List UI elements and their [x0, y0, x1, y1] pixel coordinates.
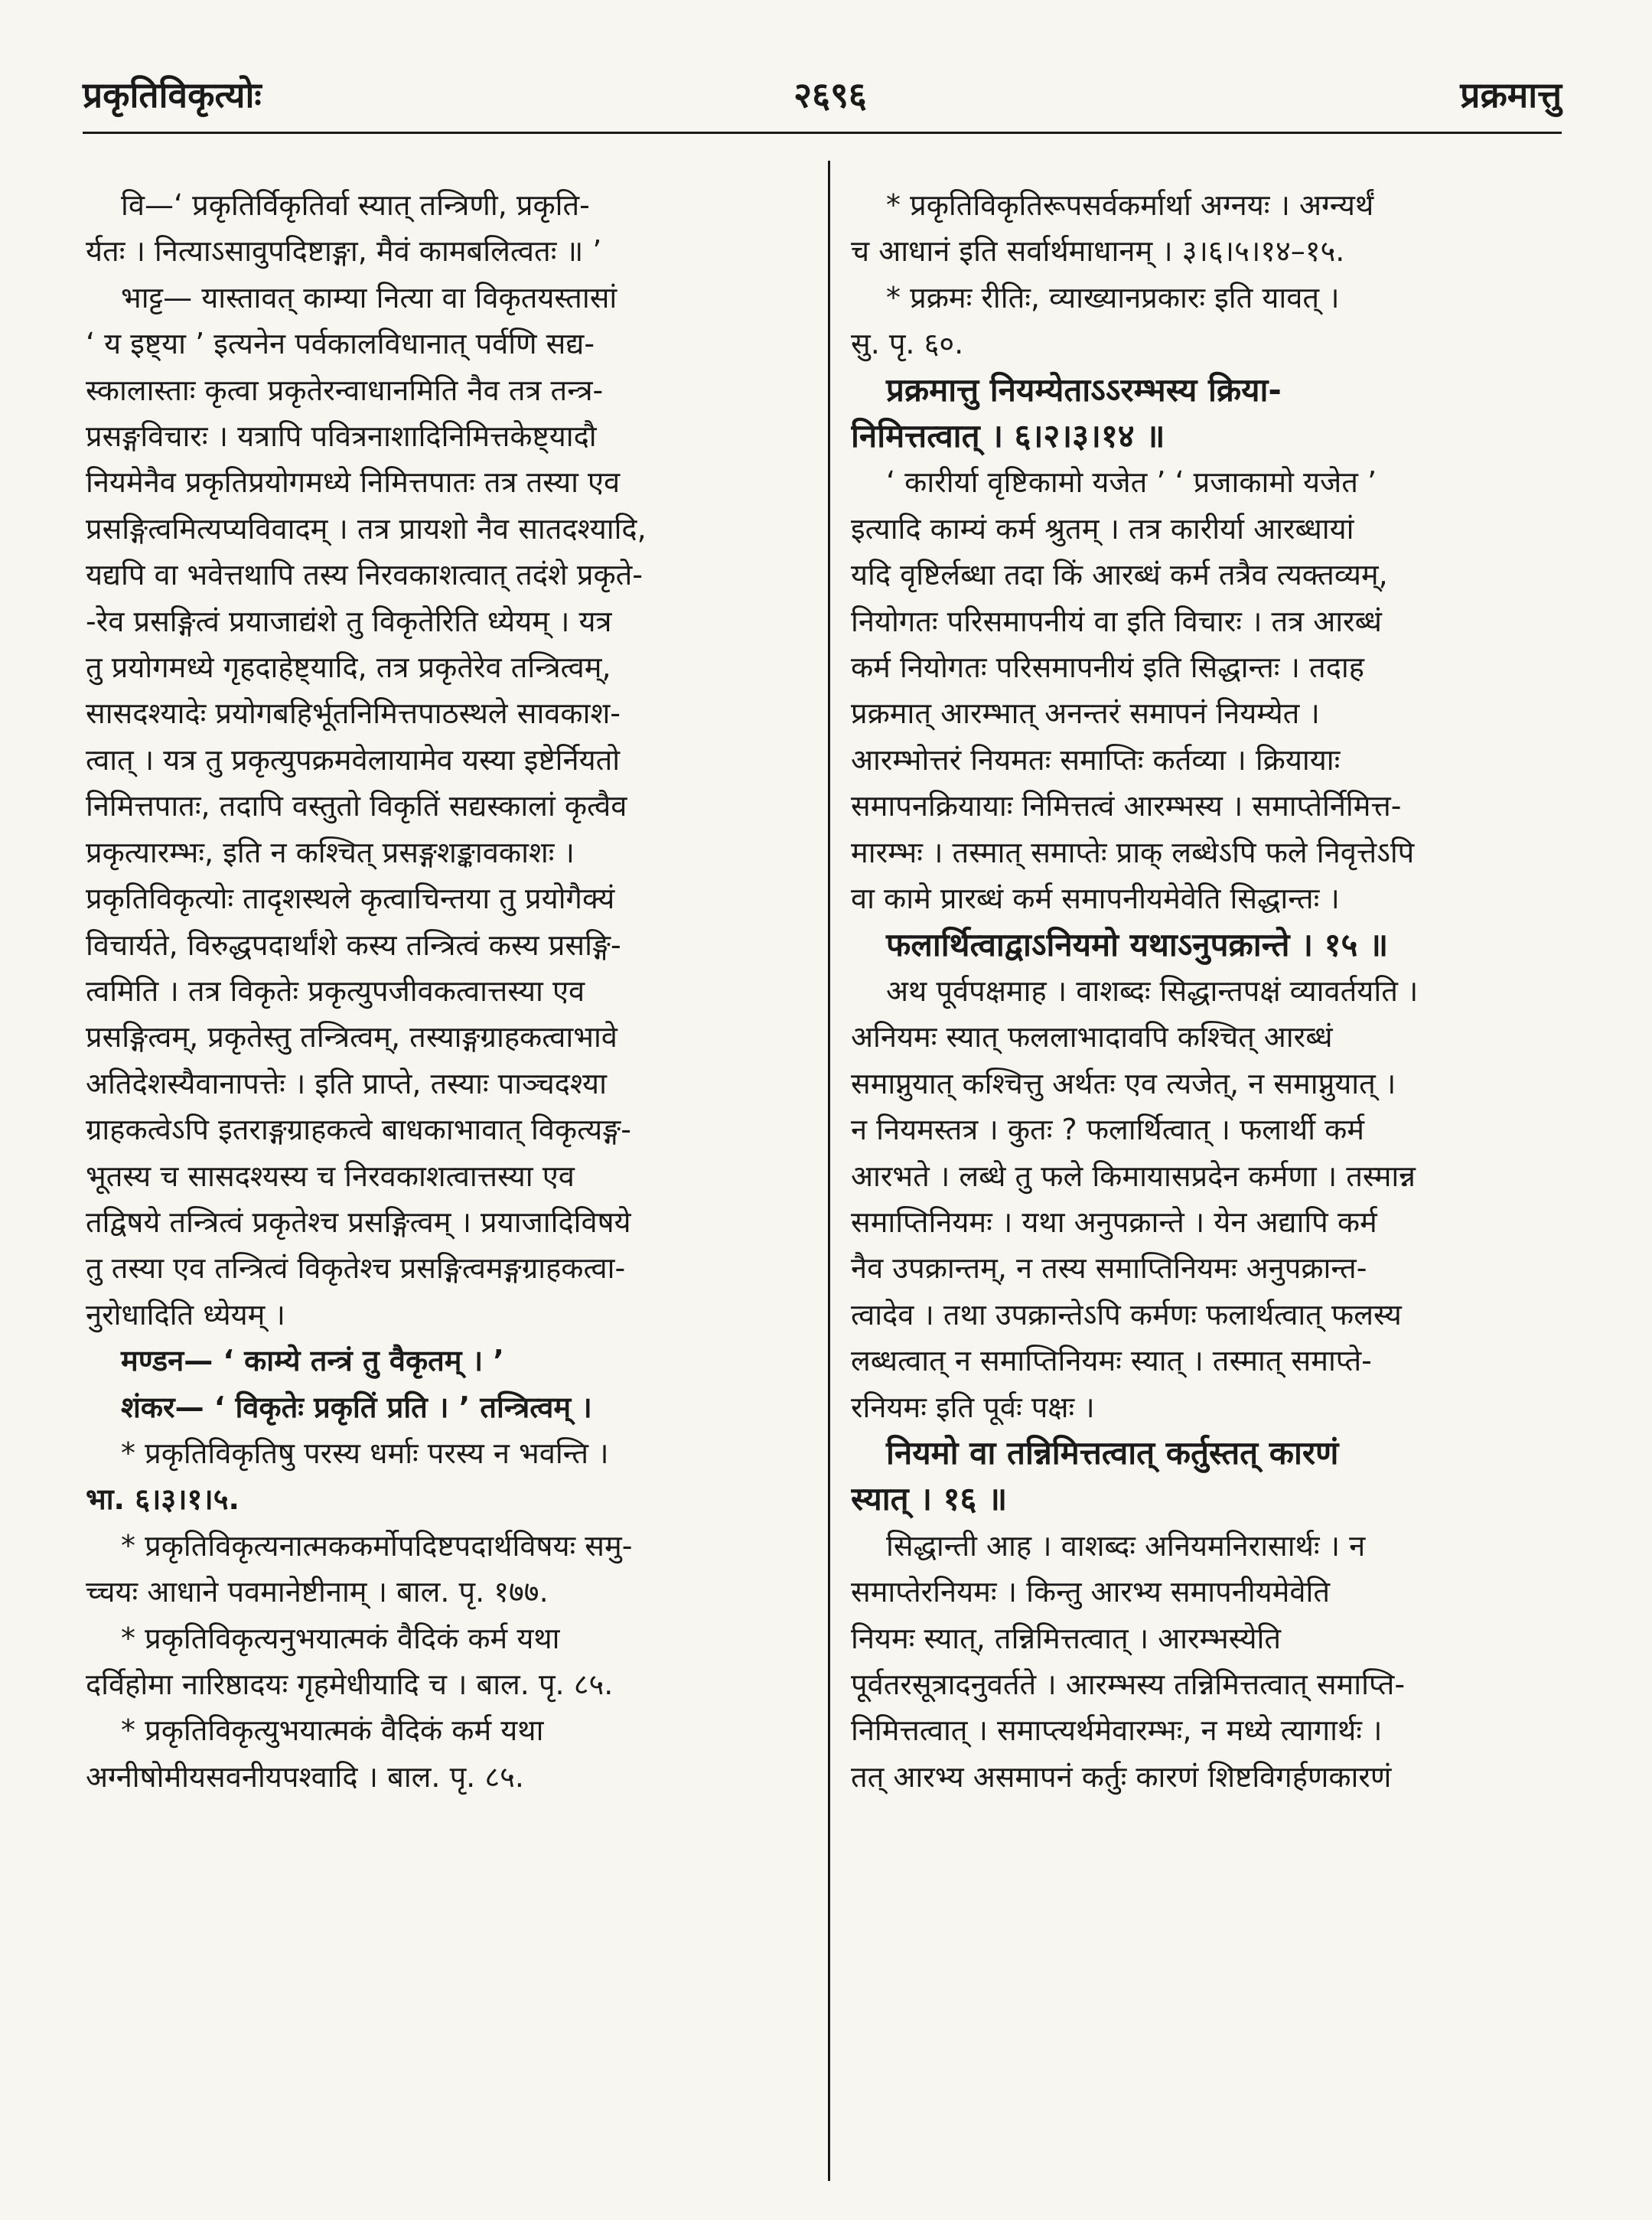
text-line: मारम्भः । तस्मात् समाप्तेः प्राक् लब्धेऽपि फले निवृत्तेऽपि	[851, 835, 1415, 869]
text-line: * प्रक्रमः रीतिः, व्याख्यानप्रकारः इति यावत् ।	[886, 280, 1340, 315]
text-line: प्रक्रमात् आरम्भात् अनन्तरं समापनं नियम्येत ।	[851, 696, 1320, 731]
text-line: नैव उपक्रान्तम्, न तस्य समाप्तिनियमः अनुपक्रान्त-	[851, 1251, 1367, 1286]
text-line: दर्विहोमा नारिष्ठादयः गृहमेधीयादि च । बाल. पृ. ८५.	[86, 1667, 614, 1701]
text-line: यद्यपि वा भवेत्तथापि तस्य निरवकाशत्वात् तदंशे प्रकृते-	[86, 558, 644, 592]
text-line: ग्राहकत्वेऽपि इतराङ्गग्राहकत्वे बाधकाभावात् विकृत्यङ्ग-	[86, 1113, 631, 1147]
text-line: ‘ य इष्ट्या ’ इत्यनेन पर्वकालविधानात् पर्वणि सद्य-	[86, 327, 595, 361]
running-head-right: प्रक्रमात्तु	[1460, 74, 1562, 116]
left-column	[86, 182, 797, 1800]
text-line: त्वमिति । तत्र विकृतेः प्रकृत्युपजीवकत्वात्तस्या एव	[86, 973, 585, 1008]
text-line: प्रकृत्यारम्भः, इति न कश्चित् प्रसङ्गशङ्कावकाशः ।	[86, 835, 575, 869]
text-line: प्रसङ्गविचारः । यत्रापि पवित्रनाशादिनिमित्तकेष्ट्यादौ	[86, 419, 597, 454]
text-line: च आधानं इति सर्वार्थमाधानम् । ३।६।५।१४–१५.	[851, 234, 1345, 269]
text-line: * प्रकृतिविकृत्यनात्मककर्मोपदिष्टपदार्थविषयः समु-	[121, 1528, 633, 1563]
text-line: समाप्नुयात् कश्चित्तु अर्थतः एव त्यजेत्, न समाप्नुयात् ।	[851, 1066, 1396, 1100]
text-line: भा. ६।३।१।५.	[86, 1482, 239, 1517]
text-line: इत्यादि काम्यं कर्म श्रुतम् । तत्र कारीर्या आरब्धायां	[851, 511, 1354, 546]
text-line: विचार्यते, विरुद्धपदार्थांशे कस्य तन्त्रित्वं कस्य प्रसङ्गि-	[86, 927, 621, 962]
text-line: तु तस्या एव तन्त्रित्वं विकृतेश्च प्रसङ्गित्वमङ्गग्राहकत्वा-	[86, 1251, 626, 1286]
text-line: लब्धत्वात् न समाप्तिनियमः स्यात् । तस्मात् समाप्ते-	[851, 1344, 1372, 1378]
text-line: समापनक्रियायाः निमित्तत्वं आरम्भस्य । समाप्तेर्निमित्त-	[851, 789, 1402, 823]
text-line: सासदश्यादेः प्रयोगबहिर्भूतनिमित्तपाठस्थले सावकाश-	[86, 696, 621, 731]
text-line: नियमेनैव प्रकृतिप्रयोगमध्ये निमित्तपातः तत्र तस्या एव	[86, 465, 621, 500]
text-line: आरभते । लब्धे तु फले किमायासप्रदेन कर्मणा । तस्मान्न	[851, 1159, 1416, 1193]
sutra-heading: नियमो वा तन्निमित्तत्वात् कर्तुस्तत् कारणं	[886, 1433, 1339, 1472]
text-line: सु. पृ. ६०.	[851, 327, 964, 361]
text-line: त्वात् । यत्र तु प्रकृत्युपक्रमवेलायामेव यस्या इष्टेर्नियतो	[86, 742, 621, 777]
text-line: * प्रकृतिविकृत्यनुभयात्मकं वैदिकं कर्म यथा	[121, 1621, 560, 1655]
right-column	[851, 182, 1562, 1800]
text-line: भाट्ट— यास्तावत् काम्या नित्या वा विकृतयस्तासां	[121, 280, 617, 315]
text-line: र्यतः । नित्याऽसावुपदिष्टाङ्गा, मैवं कामबलित्वतः ॥ ’	[86, 234, 602, 269]
sutra-heading: फलार्थित्वाद्वाऽनियमो यथाऽनुपक्रान्ते । १५ ॥	[886, 925, 1389, 963]
sutra-heading: प्रक्रमात्तु नियम्येताऽऽरम्भस्य क्रिया-	[886, 370, 1282, 409]
text-line: नियमः स्यात्, तन्निमित्तत्वात् । आरम्भस्येति	[851, 1621, 1281, 1655]
text-line: समाप्तिनियमः । यथा अनुपक्रान्ते । येन अद्यापि कर्म	[851, 1205, 1377, 1239]
sutra-heading: स्यात् । १६ ॥	[851, 1480, 1008, 1518]
text-line: अनियमः स्यात् फललाभादावपि कश्चित् आरब्धं	[851, 1020, 1333, 1055]
text-line: मण्डन— ‘ काम्ये तन्त्रं तु वैकृतम् । ’	[121, 1344, 504, 1378]
text-line: -रेव प्रसङ्गित्वं प्रयाजाद्यंशे तु विकृतेरिति ध्येयम् । यत्र	[86, 604, 612, 638]
text-line: वा कामे प्रारब्धं कर्म समापनीयमेवेति सिद्धान्तः ।	[851, 882, 1340, 916]
text-line: * प्रकृतिविकृतिषु परस्य धर्माः परस्य न भवन्ति ।	[121, 1436, 609, 1470]
text-line: त्वादेव । तथा उपक्रान्तेऽपि कर्मणः फलार्थत्वात् फलस्य	[851, 1297, 1402, 1332]
text-line: आरम्भोत्तरं नियमतः समाप्तिः कर्तव्या । क्रियायाः	[851, 742, 1341, 777]
text-line: * प्रकृतिविकृतिरूपसर्वकर्मार्था अग्नयः । अग्न्यर्थं	[886, 188, 1374, 222]
page-number: २६९६	[793, 74, 867, 116]
text-line: तत् आरभ्य असमापनं कर्तुः कारणं शिष्टविगर्हणकारणं	[851, 1759, 1392, 1794]
text-line: रनियमः इति पूर्वः पक्षः ।	[851, 1390, 1095, 1424]
text-line: नुरोधादिति ध्येयम् ।	[86, 1297, 285, 1332]
text-line: नियोगतः परिसमापनीयं वा इति विचारः । तत्र आरब्धं	[851, 604, 1382, 638]
text-line: तद्विषये तन्त्रित्वं प्रकृतेश्च प्रसङ्गित्वम् । प्रयाजादिविषये	[86, 1205, 631, 1239]
text-line: अथ पूर्वपक्षमाह । वाशब्दः सिद्धान्तपक्षं व्यावर्तयति ।	[886, 973, 1419, 1008]
sutra-heading: निमित्तत्वात् । ६।२।३।१४ ॥	[851, 417, 1165, 455]
text-line: च्चयः आधाने पवमानेष्टीनाम् । बाल. पृ. १७७.	[86, 1575, 549, 1609]
text-line: पूर्वतरसूत्रादनुवर्तते । आरम्भस्य तन्निमित्तत्वात् समाप्ति-	[851, 1667, 1406, 1701]
running-head-left: प्रकृतिविकृत्योः	[83, 74, 262, 116]
text-line: प्रकृतिविकृत्योः तादृशस्थले कृत्वाचिन्तया तु प्रयोगैक्यं	[86, 882, 615, 916]
column-divider	[828, 161, 830, 2181]
text-line: वि—‘ प्रकृतिर्विकृतिर्वा स्यात् तन्त्रिणी, प्रकृति-	[121, 188, 590, 222]
text-line: यदि वृष्टिर्लब्धा तदा किं आरब्धं कर्म तत्रैव त्यक्तव्यम्,	[851, 558, 1388, 592]
text-line: न नियमस्तत्र । कुतः ? फलार्थित्वात् । फलार्थी कर्म	[851, 1113, 1364, 1147]
text-line: तु प्रयोगमध्ये गृहदाहेष्ट्यादि, तत्र प्रकृतेरेव तन्त्रित्वम्,	[86, 650, 611, 685]
text-line: निमित्तत्वात् । समाप्त्यर्थमेवारम्भः, न मध्ये त्यागार्थः ।	[851, 1713, 1383, 1748]
text-line: ‘ कारीर्या वृष्टिकामो यजेत ’ ‘ प्रजाकामो यजेत ’	[886, 465, 1377, 500]
text-line: अतिदेशस्यैवानापत्तेः । इति प्राप्ते, तस्याः पाञ्चदश्या	[86, 1066, 607, 1100]
text-line: शंकर— ‘ विकृतेः प्रकृतिं प्रति । ’ तन्त्रित्वम् ।	[121, 1390, 592, 1424]
text-line: समाप्तेरनियमः । किन्तु आरभ्य समापनीयमेवेति	[851, 1575, 1331, 1609]
text-line: निमित्तपातः, तदापि वस्तुतो विकृतिं सद्यस्कालां कृत्वैव	[86, 789, 627, 823]
text-line: * प्रकृतिविकृत्युभयात्मकं वैदिकं कर्म यथा	[121, 1713, 544, 1748]
text-line: अग्नीषोमीयसवनीयपश्वादि । बाल. पृ. ८५.	[86, 1759, 524, 1794]
text-line: भूतस्य च सासदश्यस्य च निरवकाशत्वात्तस्या एव	[86, 1159, 575, 1193]
text-line: प्रसङ्गित्वमित्यप्यविवादम् । तत्र प्रायशो नैव सातदश्यादि,	[86, 511, 647, 546]
text-line: सिद्धान्ती आह । वाशब्दः अनियमनिरासार्थः । न	[886, 1528, 1366, 1563]
text-line: प्रसङ्गित्वम्, प्रकृतेस्तु तन्त्रित्वम्, तस्याङ्गग्राहकत्वाभावे	[86, 1020, 617, 1055]
text-line: स्कालास्ताः कृत्वा प्रकृतेरन्वाधानमिति नैव तत्र तन्त्र-	[86, 373, 604, 407]
header-rule	[83, 132, 1562, 134]
text-line: कर्म नियोगतः परिसमापनीयं इति सिद्धान्तः । तदाह	[851, 650, 1364, 685]
